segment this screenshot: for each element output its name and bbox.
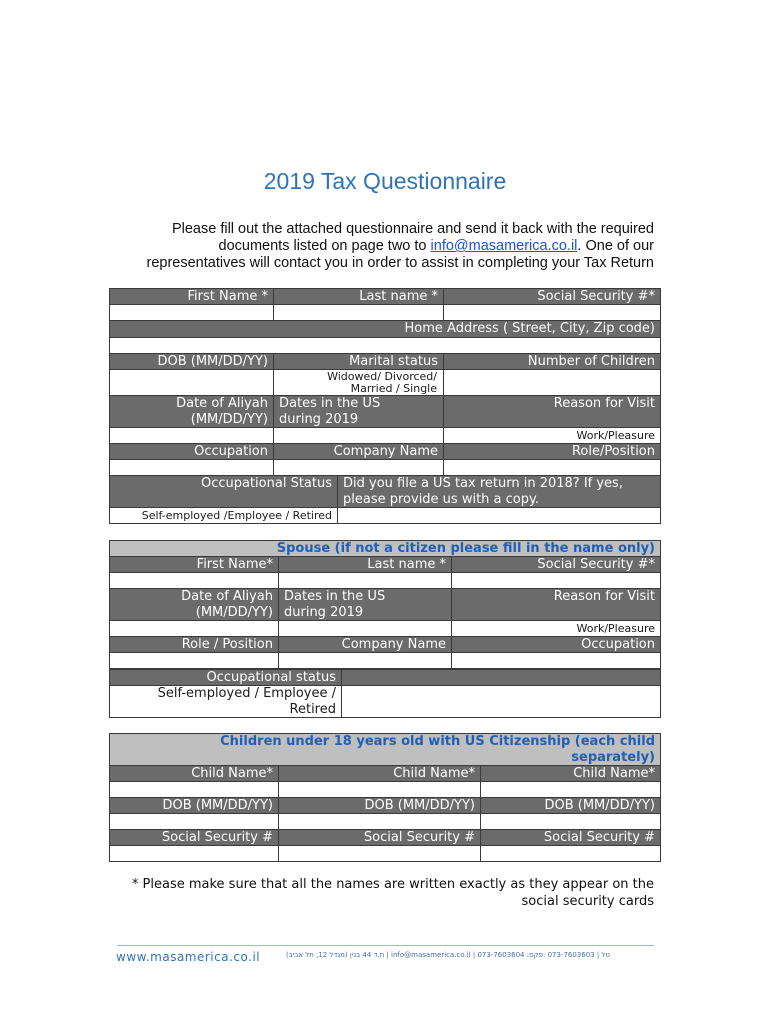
intro-text-before: Please fill out the attached questionnaire and send it back with the required documents listed on page two to <box>171 221 654 254</box>
spouse-reason-header: Reason for Visit <box>451 588 661 621</box>
us-return-header: Did you file a US tax return in 2018? If yes, please provide us with a copy. <box>337 475 661 508</box>
child-name-field-3[interactable] <box>480 781 661 798</box>
ssn-header: Social Security #* <box>443 288 661 305</box>
spouse-first-name-field[interactable] <box>109 572 279 589</box>
names-note: * Please make sure that all the names are written exactly as they appear on the social security cards <box>131 877 654 909</box>
child-ssn-header-2: Social Security # <box>278 829 481 846</box>
company-header: Company Name <box>273 443 444 460</box>
marital-status-header: Marital status <box>273 353 444 370</box>
spouse-ssn-field[interactable] <box>451 572 661 589</box>
reason-header: Reason for Visit <box>443 395 661 428</box>
child-ssn-header-3: Social Security # <box>480 829 661 846</box>
child-dob-field-3[interactable] <box>480 813 661 830</box>
spouse-aliyah-header: Date of Aliyah (MM/DD/YY) <box>109 588 279 621</box>
email-link[interactable]: info@masamerica.co.il <box>430 238 578 254</box>
child-ssn-header-1: Social Security # <box>109 829 279 846</box>
children-section-header: Children under 18 years old with US Citizenship (each child separately) <box>109 733 661 766</box>
spouse-dates-us-header: Dates in the US during 2019 <box>278 588 452 621</box>
spouse-occ-status-field[interactable]: Self-employed / Employee / Retired <box>109 685 342 718</box>
spouse-role-header: Role / Position <box>109 636 279 653</box>
intro-paragraph <box>130 221 654 272</box>
occ-status-header: Occupational Status <box>109 475 338 508</box>
company-field[interactable] <box>273 459 444 476</box>
spouse-ssn-header: Social Security #* <box>451 556 661 573</box>
child-name-header-3: Child Name* <box>480 765 661 782</box>
home-address-header: Home Address ( Street, City, Zip code) <box>109 320 661 338</box>
spouse-occupation-header: Occupation <box>451 636 661 653</box>
child-dob-header-3: DOB (MM/DD/YY) <box>480 797 661 814</box>
dob-header: DOB (MM/DD/YY) <box>109 353 274 370</box>
spouse-company-field[interactable] <box>278 652 452 669</box>
last-name-header: Last name * <box>273 288 444 305</box>
occupation-header: Occupation <box>109 443 274 460</box>
us-return-field[interactable] <box>337 507 661 524</box>
spouse-occ-status-extra-field[interactable] <box>341 685 661 718</box>
marital-status-field[interactable]: Widowed/ Divorced/ Married / Single <box>273 369 444 396</box>
ssn-field[interactable] <box>443 304 661 321</box>
spouse-aliyah-field[interactable] <box>109 620 279 637</box>
reason-field[interactable]: Work/Pleasure <box>443 427 661 444</box>
footer-contact: ת.ד 44 בנין (מגדל 12, תל אביב) | info@masamerica.co.il | 073-7603604 :טל | 073-7603603 :פקס <box>286 951 610 959</box>
spouse-occupation-field[interactable] <box>451 652 661 669</box>
last-name-field[interactable] <box>273 304 444 321</box>
page-title: 2019 Tax Questionnaire <box>263 168 507 194</box>
dob-field[interactable] <box>109 369 274 396</box>
child-dob-header-1: DOB (MM/DD/YY) <box>109 797 279 814</box>
intro-text-after: . One of our representatives will contact you in order to assist in completing your Tax Return <box>146 238 654 271</box>
child-dob-field-1[interactable] <box>109 813 279 830</box>
role-header: Role/Position <box>443 443 661 460</box>
spouse-section-header: Spouse (if not a citizen please fill in the name only) <box>109 540 661 557</box>
num-children-field[interactable] <box>443 369 661 396</box>
child-dob-field-2[interactable] <box>278 813 481 830</box>
child-ssn-field-3[interactable] <box>480 845 661 862</box>
spouse-occ-status-header: Occupational status <box>109 669 342 686</box>
child-name-field-2[interactable] <box>278 781 481 798</box>
dates-us-field[interactable] <box>273 427 444 444</box>
child-name-header-2: Child Name* <box>278 765 481 782</box>
spouse-reason-field[interactable]: Work/Pleasure <box>451 620 661 637</box>
child-name-header-1: Child Name* <box>109 765 279 782</box>
aliyah-header: Date of Aliyah (MM/DD/YY) <box>109 395 274 428</box>
role-field[interactable] <box>443 459 661 476</box>
spouse-first-name-header: First Name* <box>109 556 279 573</box>
footer-website[interactable]: www.masamerica.co.il <box>116 950 261 964</box>
spouse-dates-us-field[interactable] <box>278 620 452 637</box>
aliyah-field[interactable] <box>109 427 274 444</box>
child-dob-header-2: DOB (MM/DD/YY) <box>278 797 481 814</box>
home-address-field[interactable] <box>109 337 661 354</box>
num-children-header: Number of Children <box>443 353 661 370</box>
spouse-last-name-field[interactable] <box>278 572 452 589</box>
child-ssn-field-1[interactable] <box>109 845 279 862</box>
child-ssn-field-2[interactable] <box>278 845 481 862</box>
spouse-company-header: Company Name <box>278 636 452 653</box>
dates-us-header: Dates in the US during 2019 <box>273 395 444 428</box>
first-name-field[interactable] <box>109 304 274 321</box>
footer-divider <box>117 945 654 946</box>
spouse-occ-status-blank-header <box>341 669 661 686</box>
spouse-role-field[interactable] <box>109 652 279 669</box>
occupation-field[interactable] <box>109 459 274 476</box>
occ-status-field[interactable]: Self-employed /Employee / Retired <box>109 507 338 524</box>
child-name-field-1[interactable] <box>109 781 279 798</box>
first-name-header: First Name * <box>109 288 274 305</box>
spouse-last-name-header: Last name * <box>278 556 452 573</box>
